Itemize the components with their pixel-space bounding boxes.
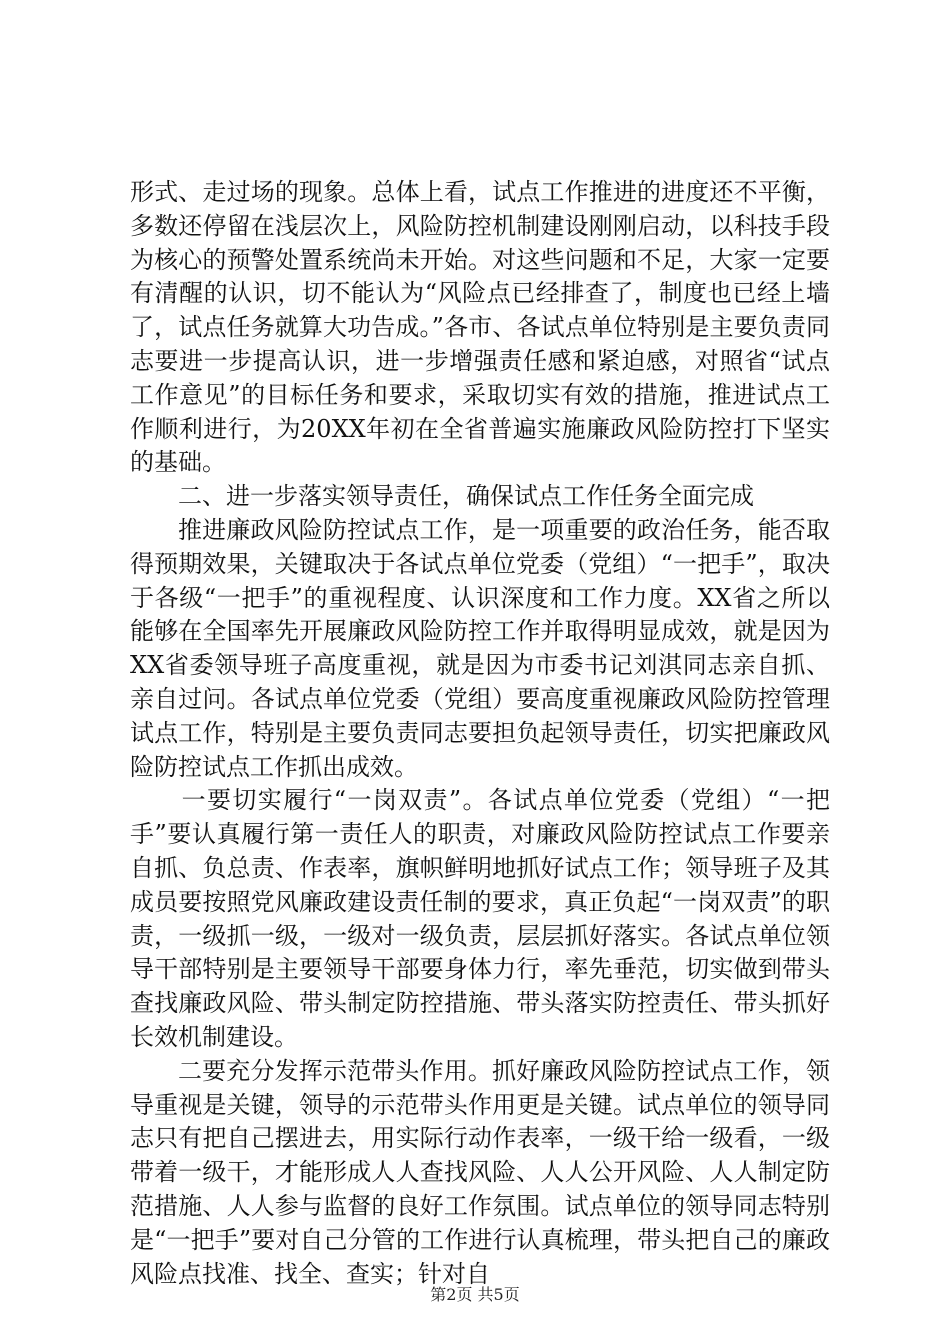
paragraph: 推进廉政风险防控试点工作，是一项重要的政治任务，能否取得预期效果，关键取决于各试点单位党委（党组）“一把手”，取决于各级“一把手”的重视程度、认识深度和工作力度。XX省之所以能够在全国率先开展廉政风险防控工作并取得明显成效，就是因为XX省委领导班子高度重视，就是因为市委书记刘淇同志亲自抓、亲自过问。各试点单位党委（党组）要高度重视廉政风险防控管理试点工作，特别是主要负责同志要担负起领导责任，切实把廉政风险防控试点工作抓出成效。 <box>130 515 830 781</box>
page-number-footer: 第2页 共5页 <box>430 1285 520 1304</box>
paragraph-continuation: 形式、走过场的现象。总体上看，试点工作推进的进度还不平衡，多数还停留在浅层次上，风险防控机制建设刚刚启动，以科技手段为核心的预警处置系统尚未开始。对这些问题和不足，大家一定要有清醒的认识，切不能认为“风险点已经排查了，制度也已经上墙了，试点任务就算大功告成。”各市、各试点单位特别是主要负责同志要进一步提高认识，进一步增强责任感和紧迫感，对照省“试点工作意见”的目标任务和要求，采取切实有效的措施，推进试点工作顺利进行，为20XX年初在全省普遍实施廉政风险防控打下坚实的基础。 <box>130 178 830 477</box>
paragraph: 一要切实履行“一岗双责”。各试点单位党委（党组）“一把手”要认真履行第一责任人的职责，对廉政风险防控试点工作要亲自抓、负总责、作表率，旗帜鲜明地抓好试点工作；领导班子及其成员要按照党风廉政建设责任制的要求，真正负起“一岗双责”的职责，一级抓一级，一级对一级负责，层层抓好落实。各试点单位领导干部特别是主要领导干部要身体力行，率先垂范，切实做到带头查找廉政风险、带头制定防控措施、带头落实防控责任、带头抓好长效机制建设。 <box>130 786 830 1051</box>
document-body <box>130 176 830 1291</box>
paragraph: 二要充分发挥示范带头作用。抓好廉政风险防控试点工作，领导重视是关键，领导的示范带头作用更是关键。试点单位的领导同志只有把自己摆进去，用实际行动作表率，一级干给一级看，一级带着一级干，才能形成人人查找风险、人人公开风险、人人制定防范措施、人人参与监督的良好工作氛围。试点单位的领导同志特别是“一把手”要对自己分管的工作进行认真梳理，带头把自己的廉政风险点找准、找全、查实；针对自 <box>130 1056 830 1288</box>
section-heading: 二、进一步落实领导责任，确保试点工作任务全面完成 <box>178 482 754 511</box>
